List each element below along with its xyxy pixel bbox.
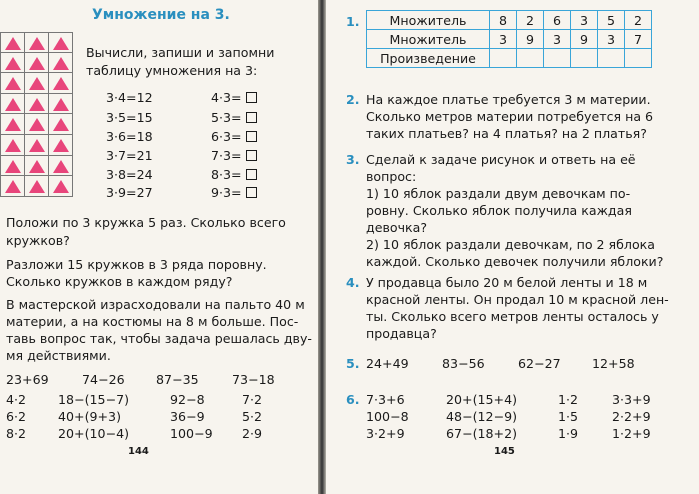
row-label: Множитель: [367, 11, 490, 30]
expression: 23+69: [6, 372, 49, 387]
task-ribbon-line-2: красной ленты. Он продал 10 м красной лен-: [366, 292, 669, 307]
triangle-icon: [5, 180, 21, 193]
answer-box: [246, 187, 257, 198]
expression: 8·2: [6, 426, 27, 441]
answer-box: [246, 131, 257, 142]
table-question: 8·3=: [211, 167, 242, 182]
task-number: 6.: [346, 392, 360, 407]
task-ribbon-line-3: ты. Сколько всего метров ленты осталось у: [366, 309, 659, 324]
triangle-icon: [53, 77, 69, 90]
table-entry: 3·5=15: [106, 110, 153, 125]
expression: 7·3+6: [366, 392, 405, 407]
triangle-icon: [5, 139, 21, 152]
expression: 36−9: [170, 409, 205, 424]
task-dress-line-3: таких платьев? на 4 платья? на 2 платья?: [366, 126, 647, 141]
table-entry: 3·4=12: [106, 90, 153, 105]
task-apples-line-3: 1) 10 яблок раздали двум девочкам по-: [366, 186, 631, 201]
table-question: 6·3=: [211, 129, 242, 144]
task-workshop-line-3: тавь вопрос так, чтобы задача решалась дву-: [6, 331, 312, 346]
table-cell: 2: [517, 11, 544, 30]
table-entry: 3·8=24: [106, 167, 153, 182]
table-question: 7·3=: [211, 148, 242, 163]
triangle-icon: [29, 77, 45, 90]
table-cell: 3: [598, 30, 625, 49]
table-cell: 9: [517, 30, 544, 49]
table-cell: 3: [544, 30, 571, 49]
page-145: [326, 0, 699, 494]
task-apples-line-6: 2) 10 яблок раздали девочкам, по 2 яблока: [366, 237, 655, 252]
expression: 7·2: [242, 392, 263, 407]
task-circles-line-2: кружков?: [6, 233, 70, 248]
task-ribbon-line-1: У продавца было 20 м белой ленты и 18 м: [366, 275, 648, 290]
row-label: Произведение: [367, 49, 490, 68]
expression: 62−27: [518, 356, 561, 371]
table-entry: 3·9=27: [106, 185, 153, 200]
triangle-icon: [53, 118, 69, 131]
table-cell: 6: [544, 11, 571, 30]
expression: 4·2: [6, 392, 27, 407]
table-entry: 3·7=21: [106, 148, 153, 163]
expression: 12+58: [592, 356, 635, 371]
triangle-grid: [0, 32, 73, 197]
table-question: 5·3=: [211, 110, 242, 125]
triangle-icon: [5, 98, 21, 111]
expression: 74−26: [82, 372, 125, 387]
expression: 87−35: [156, 372, 199, 387]
page-number: 144: [128, 446, 149, 457]
task-apples-line-7: каждой. Сколько девочек получили яблоки?: [366, 254, 664, 269]
table-question: 4·3=: [211, 90, 242, 105]
expression: 20+(10−4): [58, 426, 129, 441]
book-spine: [318, 0, 326, 494]
empty-cell: [598, 49, 625, 68]
multiplication-table: [366, 10, 652, 68]
expression: 1·2+9: [612, 426, 651, 441]
answer-box: [246, 112, 257, 123]
triangle-icon: [29, 98, 45, 111]
triangle-icon: [5, 118, 21, 131]
triangle-icon: [53, 139, 69, 152]
expression: 20+(15+4): [446, 392, 517, 407]
expression: 40+(9+3): [58, 409, 121, 424]
expression: 2·2+9: [612, 409, 651, 424]
intro-line-1: Вычисли, запиши и запомни: [86, 45, 275, 60]
task-workshop-line-4: мя действиями.: [6, 348, 111, 363]
expression: 3·3+9: [612, 392, 651, 407]
expression: 2·9: [242, 426, 263, 441]
task-dress-line-1: На каждое платье требуется 3 м материи.: [366, 92, 651, 107]
expression: 83−56: [442, 356, 485, 371]
answer-box: [246, 169, 257, 180]
table-cell: 9: [571, 30, 598, 49]
expression: 48−(12−9): [446, 409, 517, 424]
task-apples-line-2: вопрос:: [366, 169, 417, 184]
task-number: 5.: [346, 356, 360, 371]
triangle-icon: [53, 57, 69, 70]
triangle-icon: [5, 57, 21, 70]
triangle-icon: [53, 180, 69, 193]
empty-cell: [625, 49, 652, 68]
lesson-title: Умножение на 3.: [92, 7, 230, 23]
expression: 73−18: [232, 372, 275, 387]
answer-box: [246, 150, 257, 161]
expression: 100−8: [366, 409, 409, 424]
triangle-icon: [29, 118, 45, 131]
expression: 24+49: [366, 356, 409, 371]
task-number: 4.: [346, 275, 360, 290]
expression: 5·2: [242, 409, 263, 424]
page-144: [0, 0, 318, 494]
empty-cell: [517, 49, 544, 68]
task-number: 2.: [346, 92, 360, 107]
row-label: Множитель: [367, 30, 490, 49]
table-question: 9·3=: [211, 185, 242, 200]
triangle-icon: [5, 37, 21, 50]
table-cell: 3: [490, 30, 517, 49]
triangle-icon: [29, 57, 45, 70]
triangle-icon: [29, 160, 45, 173]
expression: 6·2: [6, 409, 27, 424]
empty-cell: [571, 49, 598, 68]
task-number: 3.: [346, 152, 360, 167]
answer-box: [246, 92, 257, 103]
triangle-icon: [5, 160, 21, 173]
triangle-icon: [53, 37, 69, 50]
task-dress-line-2: Сколько метров материи потребуется на 6: [366, 109, 654, 124]
intro-line-2: таблицу умножения на 3:: [86, 63, 258, 78]
triangle-icon: [29, 139, 45, 152]
task-apples-line-4: ровну. Сколько яблок получила каждая: [366, 203, 632, 218]
task-workshop-line-2: материи, а на костюмы на 8 м больше. Пос-: [6, 314, 299, 329]
expression: 18−(15−7): [58, 392, 129, 407]
task-apples-line-1: Сделай к задаче рисунок и ответь на её: [366, 152, 636, 167]
task-apples-line-5: девочка?: [366, 220, 428, 235]
task-workshop-line-1: В мастерской израсходовали на пальто 40 м: [6, 297, 305, 312]
triangle-icon: [53, 160, 69, 173]
task-rows-line-2: Сколько кружков в каждом ряду?: [6, 274, 233, 289]
empty-cell: [544, 49, 571, 68]
task-circles-line-1: Положи по 3 кружка 5 раз. Сколько всего: [6, 215, 286, 230]
task-number: 1.: [346, 14, 360, 29]
table-cell: 3: [571, 11, 598, 30]
triangle-icon: [29, 180, 45, 193]
expression: 3·2+9: [366, 426, 405, 441]
expression: 1·2: [558, 392, 579, 407]
expression: 92−8: [170, 392, 205, 407]
triangle-icon: [53, 98, 69, 111]
table-cell: 8: [490, 11, 517, 30]
table-cell: 5: [598, 11, 625, 30]
expression: 67−(18+2): [446, 426, 517, 441]
table-cell: 7: [625, 30, 652, 49]
expression: 1·5: [558, 409, 579, 424]
task-ribbon-line-4: продавца?: [366, 326, 437, 341]
empty-cell: [490, 49, 517, 68]
expression: 1·9: [558, 426, 579, 441]
triangle-icon: [5, 77, 21, 90]
page-number: 145: [494, 446, 515, 457]
table-cell: 2: [625, 11, 652, 30]
task-rows-line-1: Разложи 15 кружков в 3 ряда поровну.: [6, 257, 267, 272]
table-entry: 3·6=18: [106, 129, 153, 144]
expression: 100−9: [170, 426, 213, 441]
triangle-icon: [29, 37, 45, 50]
